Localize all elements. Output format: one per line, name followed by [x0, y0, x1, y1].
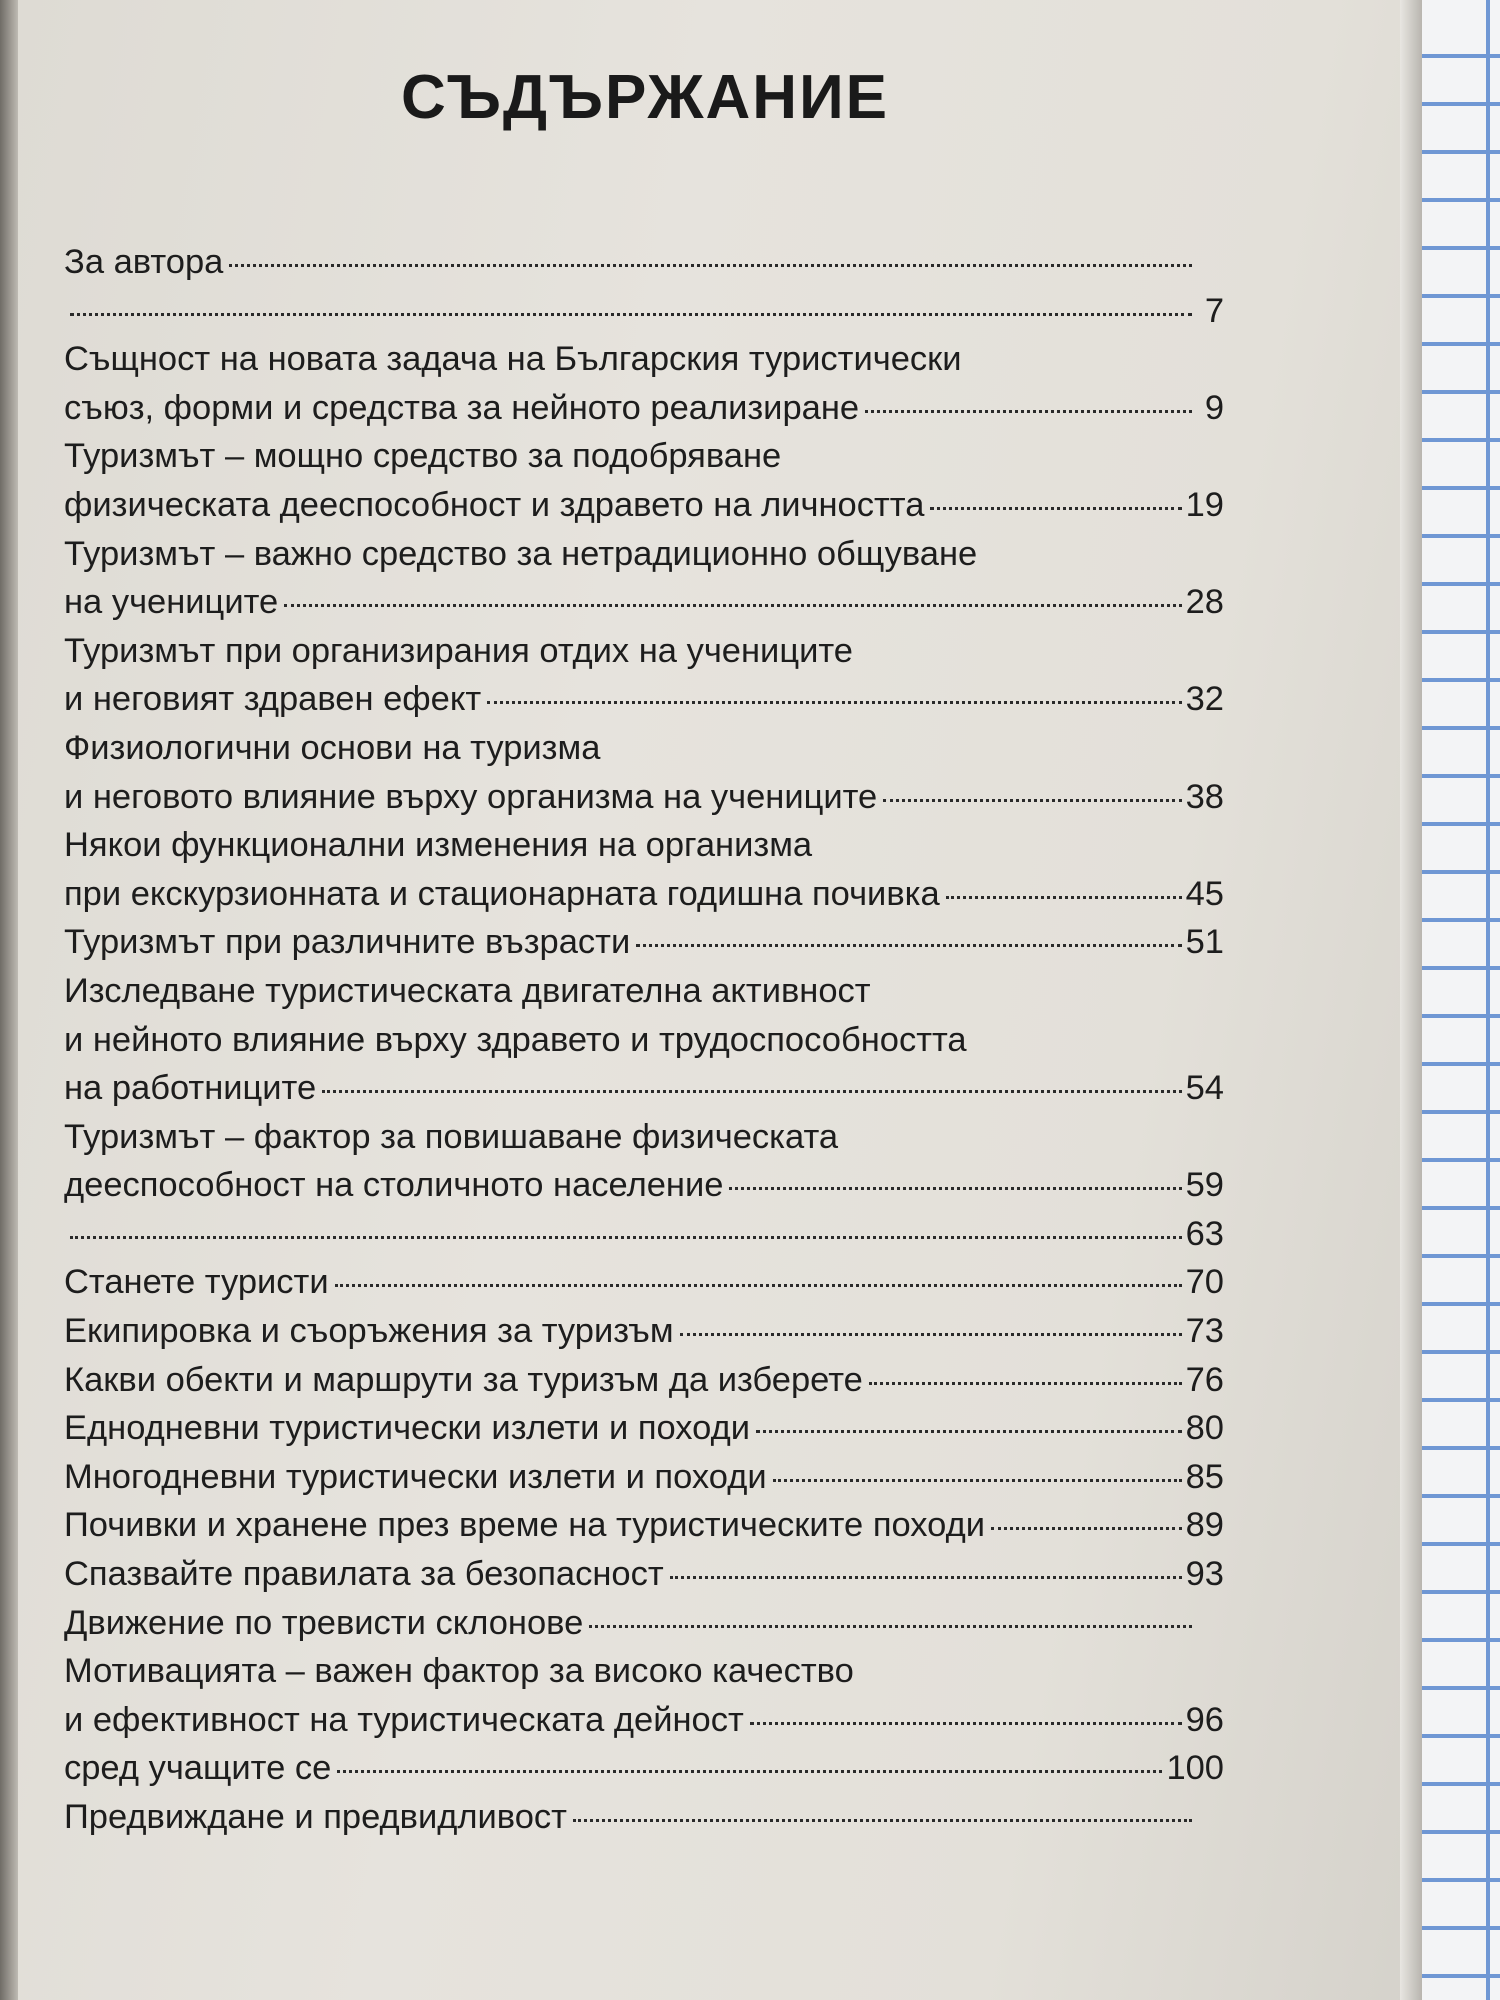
dot-leader	[70, 313, 1192, 316]
toc-entry-title: Предвиждане и предвидливост	[64, 1798, 567, 1836]
dot-leader	[636, 944, 1181, 947]
page-number: 28	[1185, 583, 1224, 622]
toc-entry-title: при екскурзионната и стационарната годишна почивка	[64, 874, 940, 913]
toc-entry-title: сред учащите се	[64, 1749, 332, 1788]
page-number: 45	[1185, 874, 1224, 913]
toc-entry-last-line	[64, 1210, 1224, 1259]
toc-entry-title: дееспособност на столичното население	[64, 1166, 724, 1205]
toc-entry-line: Същност на новата задача на Българския туристически	[64, 340, 962, 379]
toc-entry-line: Туризмът – фактор за повишаване физическата	[64, 1117, 839, 1156]
dot-leader	[773, 1479, 1182, 1482]
toc-entry	[64, 1599, 1224, 1648]
toc-entry-title: Многодневни туристически излети и походи	[64, 1457, 767, 1496]
toc-entry-title: и неговото влияние върху организма на учениците	[64, 777, 878, 816]
toc-entry-last-line	[64, 1599, 1224, 1648]
toc-entry	[64, 821, 1224, 918]
toc-entry	[64, 530, 1224, 627]
toc-entry	[64, 1404, 1224, 1453]
page-number: 80	[1185, 1409, 1224, 1448]
toc-entry-title: Туризмът при различните възрасти	[64, 923, 631, 962]
dot-leader	[750, 1722, 1182, 1725]
toc-entry	[64, 1453, 1224, 1502]
toc-entry-last-line	[64, 481, 1224, 530]
toc-entry	[64, 967, 1224, 1113]
toc-entry	[64, 1550, 1224, 1599]
toc-entry-last-line	[64, 773, 1224, 822]
toc-entry-last-line	[64, 238, 1224, 287]
toc-entry-line: Туризмът – мощно средство за подобряване	[64, 437, 782, 476]
toc-entry-title: Екипировка и съоръжения за туризъм	[64, 1312, 674, 1351]
toc-entry-title: и ефективност на туристическата дейност	[64, 1700, 744, 1739]
toc-entry-title: Спазвайте правилата за безопасност	[64, 1555, 664, 1594]
table-of-contents	[64, 238, 1224, 1842]
toc-entry	[64, 1113, 1224, 1210]
toc-entry	[64, 238, 1224, 287]
toc-entry	[64, 1647, 1224, 1744]
page-number: 89	[1185, 1506, 1224, 1545]
toc-entry-last-line	[64, 1501, 1224, 1550]
toc-entry-last-line	[64, 918, 1224, 967]
dot-leader	[865, 410, 1192, 413]
dot-leader	[322, 1090, 1181, 1093]
toc-entry-title: Какви обекти и маршрути за туризъм да изберете	[64, 1360, 863, 1399]
page-title: СЪДЪРЖАНИЕ	[401, 63, 889, 132]
toc-entry	[64, 287, 1224, 336]
page-number: 85	[1185, 1457, 1224, 1496]
dot-leader	[335, 1284, 1182, 1287]
dot-leader	[756, 1430, 1182, 1433]
page-number: 59	[1185, 1166, 1224, 1205]
page-number: 76	[1185, 1360, 1224, 1399]
page-number: 54	[1185, 1069, 1224, 1108]
page-number: 100	[1166, 1749, 1224, 1788]
toc-entry-last-line	[64, 384, 1224, 433]
toc-entry-title: на учениците	[64, 583, 279, 622]
page-number: 19	[1185, 485, 1224, 524]
page-number: 63	[1185, 1214, 1224, 1253]
toc-entry	[64, 1258, 1224, 1307]
toc-entry-last-line	[64, 1161, 1224, 1210]
dot-leader	[869, 1382, 1182, 1385]
toc-entry-title: Почивки и хранене през време на туристическите походи	[64, 1506, 985, 1545]
dot-leader	[670, 1576, 1182, 1579]
toc-entry	[64, 432, 1224, 529]
page-number: 70	[1185, 1263, 1224, 1302]
page-edge	[1400, 0, 1422, 2000]
page-number: 9	[1204, 388, 1224, 427]
toc-entry	[64, 1307, 1224, 1356]
page-number: 51	[1185, 923, 1224, 962]
toc-entry	[64, 1744, 1224, 1793]
page-number: 7	[1204, 291, 1224, 330]
toc-entry	[64, 724, 1224, 821]
page-number: 38	[1185, 777, 1224, 816]
dot-leader	[883, 799, 1181, 802]
toc-entry	[64, 335, 1224, 432]
toc-entry-title: Движение по тревисти склонове	[64, 1603, 584, 1642]
toc-entry-line: Туризмът – важно средство за нетрадиционно общуване	[64, 534, 978, 573]
toc-entry	[64, 1793, 1224, 1842]
toc-entry-line: Физиологични основи на туризма	[64, 728, 601, 767]
toc-entry-last-line	[64, 1404, 1224, 1453]
dot-leader	[946, 896, 1182, 899]
dot-leader	[284, 604, 1181, 607]
dot-leader	[337, 1770, 1162, 1773]
dot-leader	[991, 1527, 1182, 1530]
toc-entry-last-line	[64, 1744, 1224, 1793]
dot-leader	[70, 1236, 1182, 1239]
dot-leader	[487, 701, 1181, 704]
toc-entry-last-line	[64, 1307, 1224, 1356]
dot-leader	[229, 264, 1192, 267]
toc-entry-title: и неговият здравен ефект	[64, 680, 482, 719]
dot-leader	[729, 1187, 1181, 1190]
toc-entry-last-line	[64, 1550, 1224, 1599]
page-number: 93	[1185, 1555, 1224, 1594]
toc-entry-line: Туризмът при организирания отдих на учениците	[64, 631, 853, 670]
toc-entry-line: Някои функционални изменения на организма	[64, 826, 813, 865]
toc-entry-line: Изследване туристическата двигателна активност	[64, 971, 871, 1010]
toc-entry-title: на работниците	[64, 1069, 317, 1108]
toc-entry-title: физическата дееспособност и здравето на личността	[64, 485, 925, 524]
page-number: 32	[1185, 680, 1224, 719]
page-number: 73	[1185, 1312, 1224, 1351]
toc-entry-last-line	[64, 1258, 1224, 1307]
toc-entry	[64, 627, 1224, 724]
toc-entry-title: Станете туристи	[64, 1263, 329, 1302]
page-number: 96	[1185, 1700, 1224, 1739]
toc-entry-last-line	[64, 1696, 1224, 1745]
toc-entry-last-line	[64, 1356, 1224, 1405]
toc-entry	[64, 1356, 1224, 1405]
toc-entry-last-line	[64, 870, 1224, 919]
toc-entry	[64, 1501, 1224, 1550]
toc-entry-line: и нейното влияние върху здравето и трудоспособността	[64, 1020, 967, 1059]
toc-entry-title: За автора	[64, 243, 224, 281]
toc-entry-last-line	[64, 1064, 1224, 1113]
dot-leader	[680, 1333, 1182, 1336]
toc-entry	[64, 918, 1224, 967]
dot-leader	[573, 1819, 1192, 1822]
toc-entry-last-line	[64, 1793, 1224, 1842]
toc-entry-last-line	[64, 675, 1224, 724]
toc-entry-title: Еднодневни туристически излети и походи	[64, 1409, 750, 1448]
graph-paper-background	[1422, 0, 1500, 2000]
toc-entry-last-line	[64, 1453, 1224, 1502]
toc-entry-last-line	[64, 287, 1224, 336]
toc-entry-last-line	[64, 578, 1224, 627]
dot-leader	[930, 507, 1181, 510]
toc-entry-title: съюз, форми и средства за нейното реализиране	[64, 388, 860, 427]
dot-leader	[589, 1625, 1192, 1628]
toc-entry-line: Мотивацията – важен фактор за високо качество	[64, 1652, 854, 1691]
toc-entry	[64, 1210, 1224, 1259]
